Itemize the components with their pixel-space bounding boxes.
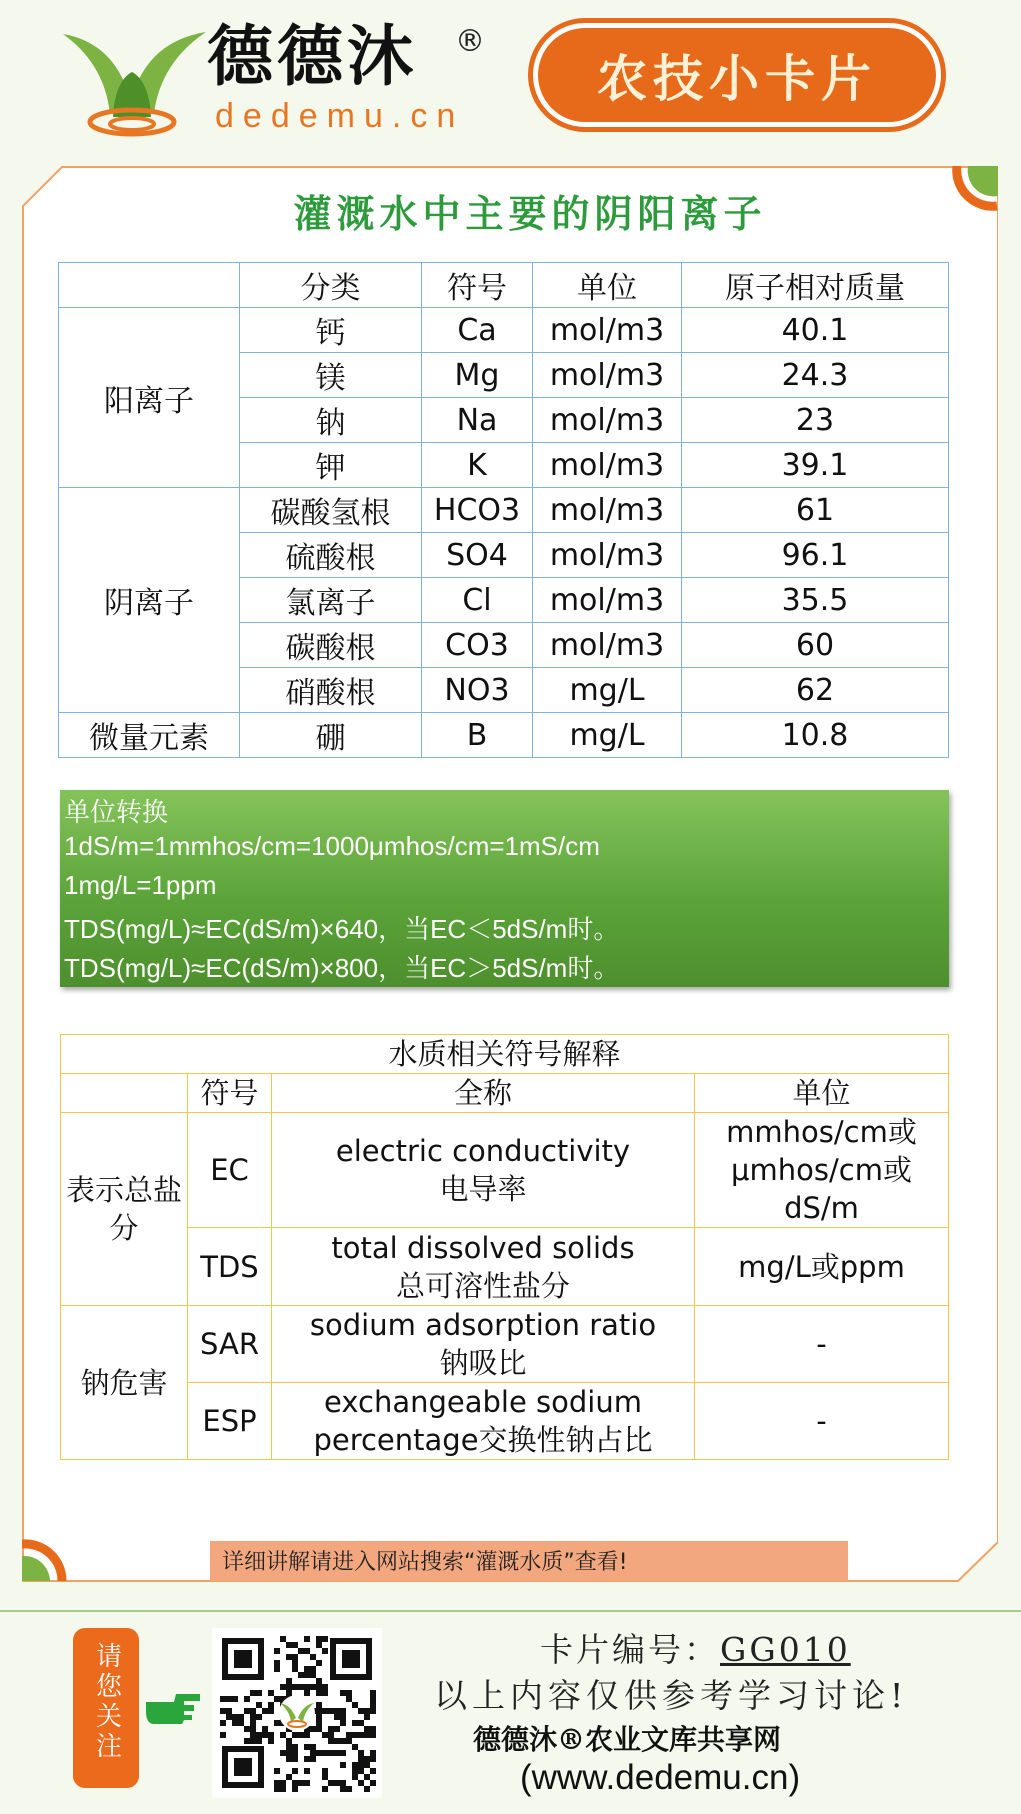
brand-domain: dedemu.cn [215,97,465,135]
full-name-cn: 电导率 [439,1172,527,1206]
full-name-cn: 总可溶性盐分 [395,1268,570,1303]
ion-unit: mol/m3 [533,623,682,668]
table-row [61,1306,949,1383]
card-number [540,1624,851,1671]
ion-name: 硝酸根 [240,668,422,713]
ion-mass: 96.1 [682,533,949,578]
ion-name: 氯离子 [240,578,422,623]
unit-line: dS/m [784,1191,859,1225]
conversion-line: TDS(mg/L)≈EC(dS/m)×800，当EC＞5dS/m时。 [64,953,620,983]
full-name-en: electric conductivity [335,1134,631,1168]
conversion-line: 1mg/L=1ppm [64,870,217,900]
header-empty-cell [59,263,240,308]
table-row [59,308,949,353]
unit-line: mmhos/cm或 [726,1115,917,1149]
ion-mass: 61 [682,488,949,533]
ion-symbol: Cl [422,578,533,623]
symbol-cell: SAR [188,1306,272,1383]
card-badge [533,23,941,127]
ion-symbol: Na [422,398,533,443]
table-row [59,713,949,758]
conversion-heading: 单位转换 [64,797,169,827]
footer-divider [0,1610,1021,1612]
ion-unit: mol/m3 [533,578,682,623]
column-header: 全称 [272,1074,695,1113]
table-row [61,1113,949,1228]
full-name-cell [272,1228,695,1306]
follow-label: 请您关注 [91,1642,122,1762]
group-label: 微量元素 [59,713,240,758]
column-header: 单位 [695,1074,949,1113]
qr-code[interactable] [212,1628,382,1798]
ion-unit: mol/m3 [533,443,682,488]
full-name-cn: 钠吸比 [439,1346,527,1380]
full-name-en: sodium adsorption ratio [309,1308,657,1342]
ion-name: 硫酸根 [240,533,422,578]
table-row [61,1383,949,1460]
unit-line: μmhos/cm或 [731,1153,912,1187]
card-title: 灌溉水中主要的阴阳离子 [293,191,767,236]
ion-name: 碳酸根 [240,623,422,668]
full-name-en: total dissolved solids [331,1230,635,1265]
brand-name: 德德沐 [207,17,417,95]
ion-mass: 60 [682,623,949,668]
full-name-cell [272,1113,695,1228]
ion-symbol: HCO3 [422,488,533,533]
ion-mass: 24.3 [682,353,949,398]
ion-symbol: K [422,443,533,488]
ion-unit: mg/L [533,713,682,758]
full-name-cell [272,1383,695,1460]
unit-conversion-box [60,790,949,987]
card-number-label: 卡片编号： [540,1630,720,1669]
ion-symbol: Ca [422,308,533,353]
card-number-value: GG010 [720,1630,851,1669]
column-header: 分类 [240,263,422,308]
follow-button[interactable] [73,1628,139,1788]
group-label: 表示总盐分 [61,1113,188,1306]
ion-mass: 39.1 [682,443,949,488]
footer-url[interactable]: (www.dedemu.cn) [520,1758,801,1797]
ion-unit: mg/L [533,668,682,713]
ion-name: 碳酸氢根 [240,488,422,533]
full-name-cell [272,1306,695,1383]
footer-brand: 德德沐®农业文库共享网 [473,1723,782,1756]
conversion-line: TDS(mg/L)≈EC(dS/m)×640，当EC＜5dS/m时。 [64,914,620,944]
ion-name: 硼 [240,713,422,758]
full-name-cn: percentage交换性钠占比 [313,1423,653,1457]
ion-unit: mol/m3 [533,488,682,533]
note-text: 详细讲解请进入网站搜索“灌溉水质”查看! [222,1550,628,1575]
table-title: 水质相关符号解释 [61,1035,949,1074]
group-label: 钠危害 [61,1306,188,1460]
symbol-cell: EC [188,1113,272,1228]
symbol-cell: TDS [188,1228,272,1306]
ion-mass: 62 [682,668,949,713]
ion-mass: 23 [682,398,949,443]
unit-line: mg/L或ppm [738,1249,905,1284]
ion-unit: mol/m3 [533,398,682,443]
ion-symbol: SO4 [422,533,533,578]
ion-mass: 35.5 [682,578,949,623]
ion-name: 钙 [240,308,422,353]
unit-cell [695,1383,949,1460]
ion-mass: 10.8 [682,713,949,758]
ion-symbol: Mg [422,353,533,398]
unit-cell [695,1228,949,1306]
ion-unit: mol/m3 [533,353,682,398]
ion-unit: mol/m3 [533,308,682,353]
table-row [61,1228,949,1306]
table-row [59,488,949,533]
column-header: 符号 [422,263,533,308]
header-empty-cell [61,1074,188,1113]
ion-symbol: CO3 [422,623,533,668]
group-label: 阴离子 [59,488,240,713]
ion-name: 钠 [240,398,422,443]
unit-line: - [816,1404,827,1438]
water-quality-table [60,1034,949,1460]
column-header: 原子相对质量 [682,263,949,308]
unit-cell [695,1113,949,1228]
pointing-hand-icon [144,1688,202,1728]
registered-mark: ® [455,24,485,59]
full-name-en: exchangeable sodium [324,1385,642,1419]
column-header: 单位 [533,263,682,308]
logo-sprout-icon [58,22,208,140]
unit-cell [695,1306,949,1383]
ion-symbol: B [422,713,533,758]
conversion-line: 1dS/m=1mmhos/cm=1000μmhos/cm=1mS/cm [64,831,600,861]
disclaimer: 以上内容仅供参考学习讨论! [434,1676,909,1715]
ion-unit: mol/m3 [533,533,682,578]
ion-mass: 40.1 [682,308,949,353]
ion-table [58,262,949,758]
symbol-cell: ESP [188,1383,272,1460]
group-label: 阳离子 [59,308,240,488]
ion-symbol: NO3 [422,668,533,713]
card-badge-label: 农技小卡片 [597,49,877,108]
column-header: 符号 [188,1074,272,1113]
ion-name: 钾 [240,443,422,488]
unit-line: - [816,1327,827,1361]
ion-name: 镁 [240,353,422,398]
